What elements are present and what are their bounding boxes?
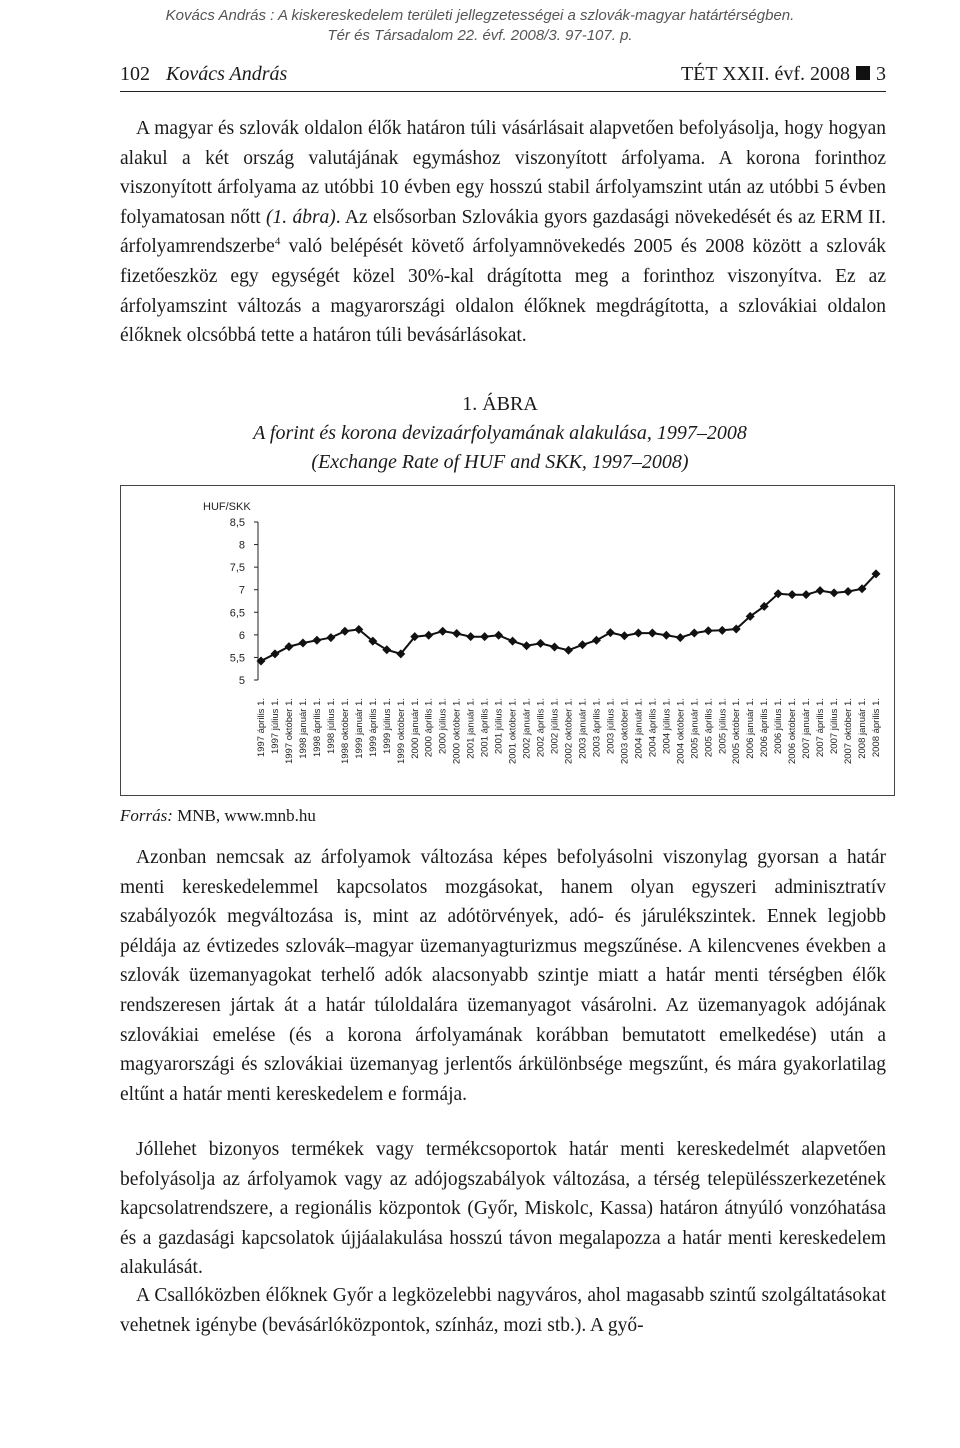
chart-frame (120, 485, 895, 796)
x-tick-label: 2005 január 1. (689, 698, 701, 759)
running-head-author: Kovács András (166, 63, 288, 85)
x-tick-label: 1998 január 1. (297, 698, 309, 759)
x-tick-label: 2006 július 1. (773, 698, 785, 754)
data-point (494, 631, 503, 640)
figure-subtitle: (Exchange Rate of HUF and SKK, 1997–2008) (311, 451, 689, 473)
data-point (326, 633, 335, 642)
citation-header (0, 6, 960, 46)
data-point (718, 626, 727, 635)
x-tick-label: 1998 július 1. (325, 698, 337, 754)
figure-number: 1. ÁBRA (462, 393, 538, 415)
page-number: 102 (120, 63, 150, 85)
x-tick-label: 1997 április 1. (256, 698, 267, 758)
x-tick-label: 2007 január 1. (801, 698, 813, 759)
x-tick-label: 2004 október 1. (675, 698, 687, 765)
data-point (816, 586, 825, 595)
data-point (648, 629, 657, 638)
x-tick-label: 2004 január 1. (633, 698, 645, 759)
x-tick-label: 2001 július 1. (493, 698, 505, 754)
x-tick-label: 2005 április 1. (703, 698, 715, 758)
paragraph-2: Azonban nemcsak az árfolyamok változása képes befolyásolni viszonylag gyorsan a határ menti kereskedelemmel kapcsolatos mozgásokat, hanem olyan egyszeri adminisztratív szabályozók megváltozása is, mint az adótörvények, adó- és járulékszintek. Ennek legjobb példája az évtizedes szlovák–magyar üzemanyagturizmus megszűnése. A kilencvenes években a szlovák üzemanyagokat terhelő adók alacsonyabb szintje miatt a határ menti térségben élők rendszeresen jártak át a határ túloldalára üzemanyagot vásárolni. Az üzemanyagok adójának szlovákiai emelése (és a korona árfolyamának korábban bemutatott emelkedése) után a magyarországi és szlovákiai üzemanyag jerlentős árkülönbsége megszűnt, és mára gyakorlatilag eltűnt a határ menti kereskedelem e formája. (120, 847, 886, 1105)
figure-title: A forint és korona devizaárfolyamának alakulása, 1997–2008 (253, 422, 747, 444)
x-tick-label: 2003 július 1. (605, 698, 617, 754)
black-square-icon (856, 66, 870, 80)
x-tick-label: 2001 április 1. (479, 698, 491, 758)
y-tick-label: 7 (238, 584, 245, 597)
x-tick-label: 2000 október 1. (451, 698, 463, 765)
footnote-marker: 4 (274, 235, 281, 248)
figure-source (120, 806, 316, 826)
data-point (564, 646, 573, 655)
citation-line-2: Tér és Társadalom 22. évf. 2008/3. 97-107. p. (327, 27, 633, 44)
paragraph-1 (120, 114, 886, 351)
running-head-right (681, 63, 886, 86)
x-tick-label: 2003 január 1. (577, 698, 589, 759)
data-point (452, 629, 461, 638)
data-point (284, 642, 293, 651)
x-tick-label: 2000 április 1. (423, 698, 435, 758)
x-tick-label: 2003 április 1. (591, 698, 603, 758)
x-tick-label: 2003 október 1. (619, 698, 631, 765)
source-text: MNB, www.mnb.hu (177, 806, 316, 825)
x-tick-label: 1999 július 1. (381, 698, 393, 754)
x-tick-label: 2006 április 1. (759, 698, 771, 758)
data-point (802, 590, 811, 599)
y-tick-label: 8 (238, 539, 245, 552)
x-tick-label: 2004 július 1. (661, 698, 673, 754)
paragraph-3: Jóllehet bizonyos termékek vagy termékcsoportok határ menti kereskedelmét alapvetően befolyásolja az árfolyamok vagy az adójogszabályok változása, a térség településszerkezetének kapcsolatrendszere, a regionális központok (Győr, Miskolc, Kassa) határon átnyúló vonzóhatása és a gazdasági kapcsolatok újjáalakulása hosszú távon megalapozza a határ menti kereskedelem alakulását. (120, 1139, 886, 1279)
data-point (704, 626, 713, 635)
y-tick-label: 8,5 (229, 517, 245, 529)
x-tick-label: 2008 január 1. (857, 698, 869, 759)
y-tick-label: 7,5 (229, 562, 245, 575)
y-tick-label: 5 (238, 675, 245, 687)
x-tick-label: 2002 január 1. (521, 698, 533, 759)
y-axis-label: HUF/SKK (203, 501, 251, 513)
paragraph-1-text-c: való belépését követő árfolyamnövekedés 2005 és 2008 között a szlovák fizetőeszköz egy egységét közel 30%-kal drágította meg a forinthoz viszonyítva. Ez az árfolyamszint változás a magyarországi oldalon élőknek megdrágította, a szlovákiai oldalon élőknek olcsóbbá tette a határon túli bevásárlásokat. (120, 236, 886, 347)
data-point (676, 633, 685, 642)
x-tick-label: 2000 január 1. (409, 698, 421, 759)
x-tick-label: 1999 október 1. (395, 698, 407, 765)
running-head-left (120, 63, 287, 86)
data-point (844, 587, 853, 596)
x-tick-label: 2004 április 1. (647, 698, 659, 758)
data-point (312, 636, 321, 645)
x-tick-label: 2007 július 1. (829, 698, 841, 754)
paragraph-1-text-a: A magyar és szlovák oldalon élők határon túli vásárlásait alapvetően befolyásolja, hogy hogyan alakul a két ország valutájának egymáshoz viszonyított árfolyama. A korona forinthoz viszonyított árfolyama az utóbbi 10 évben egy hosszú stabil árfolyamszint után az utóbbi 5 évben folyamatosan nőtt (120, 118, 886, 228)
data-point (788, 590, 797, 599)
data-point (522, 641, 531, 650)
exchange-rate-chart (121, 486, 896, 797)
data-point (592, 636, 601, 645)
data-point (830, 588, 839, 597)
data-point (578, 640, 587, 649)
data-point (340, 627, 349, 636)
issue-number: 3 (876, 63, 886, 85)
data-point (536, 639, 545, 648)
x-tick-label: 2005 október 1. (731, 698, 743, 765)
data-point (466, 632, 475, 641)
source-label: Forrás: (120, 806, 173, 825)
x-tick-label: 2001 október 1. (507, 698, 519, 765)
x-tick-label: 2002 április 1. (535, 698, 547, 758)
x-tick-label: 2000 július 1. (437, 698, 449, 754)
data-point (424, 631, 433, 640)
x-tick-label: 2008 április 1. (871, 698, 882, 758)
data-point (606, 628, 615, 637)
journal-name: TÉT XXII. évf. 2008 (680, 63, 850, 85)
figure-reference: (1. ábra) (266, 206, 336, 228)
x-tick-label: 2002 július 1. (549, 698, 561, 754)
x-tick-label: 2002 október 1. (563, 698, 575, 765)
data-point (634, 629, 643, 638)
paragraph-1-text-b: . Az elsősorban Szlovákia gyors gazdasági növekedését és az ERM II. árfolyamrendszerbe (120, 206, 886, 258)
x-tick-label: 1998 április 1. (311, 698, 323, 758)
data-point (298, 638, 307, 647)
y-tick-label: 6 (238, 629, 245, 642)
data-point (508, 637, 517, 646)
x-tick-label: 1999 április 1. (367, 698, 379, 758)
data-point (620, 631, 629, 640)
data-point (438, 627, 447, 636)
x-tick-label: 1997 július 1. (269, 698, 281, 754)
running-head (120, 63, 886, 92)
x-tick-label: 1999 január 1. (353, 698, 365, 759)
x-tick-label: 2006 október 1. (787, 698, 799, 765)
data-point (270, 649, 279, 658)
x-tick-label: 1997 október 1. (283, 698, 295, 765)
y-tick-label: 5,5 (229, 652, 245, 665)
data-point (382, 645, 391, 654)
data-point (480, 632, 489, 641)
paragraph-4: A Csallóközben élőknek Győr a legközelebbi nagyváros, ahol magasabb szintű szolgáltatásokat vehetnek igénybe (bevásárlóközpontok, színház, mozi stb.). A győ- (120, 1285, 886, 1336)
x-tick-label: 2006 január 1. (745, 698, 757, 759)
x-tick-label: 2007 október 1. (843, 698, 855, 765)
x-tick-label: 1998 október 1. (339, 698, 351, 765)
data-point (690, 629, 699, 638)
data-point (550, 643, 559, 652)
y-tick-label: 6,5 (229, 607, 245, 620)
citation-line-1: Kovács András : A kiskereskedelem területi jellegzetességei a szlovák-magyar határtérségben. (165, 7, 795, 24)
x-tick-label: 2005 július 1. (717, 698, 729, 754)
x-tick-label: 2001 január 1. (465, 698, 477, 759)
x-tick-label: 2007 április 1. (815, 698, 827, 758)
data-point (662, 631, 671, 640)
